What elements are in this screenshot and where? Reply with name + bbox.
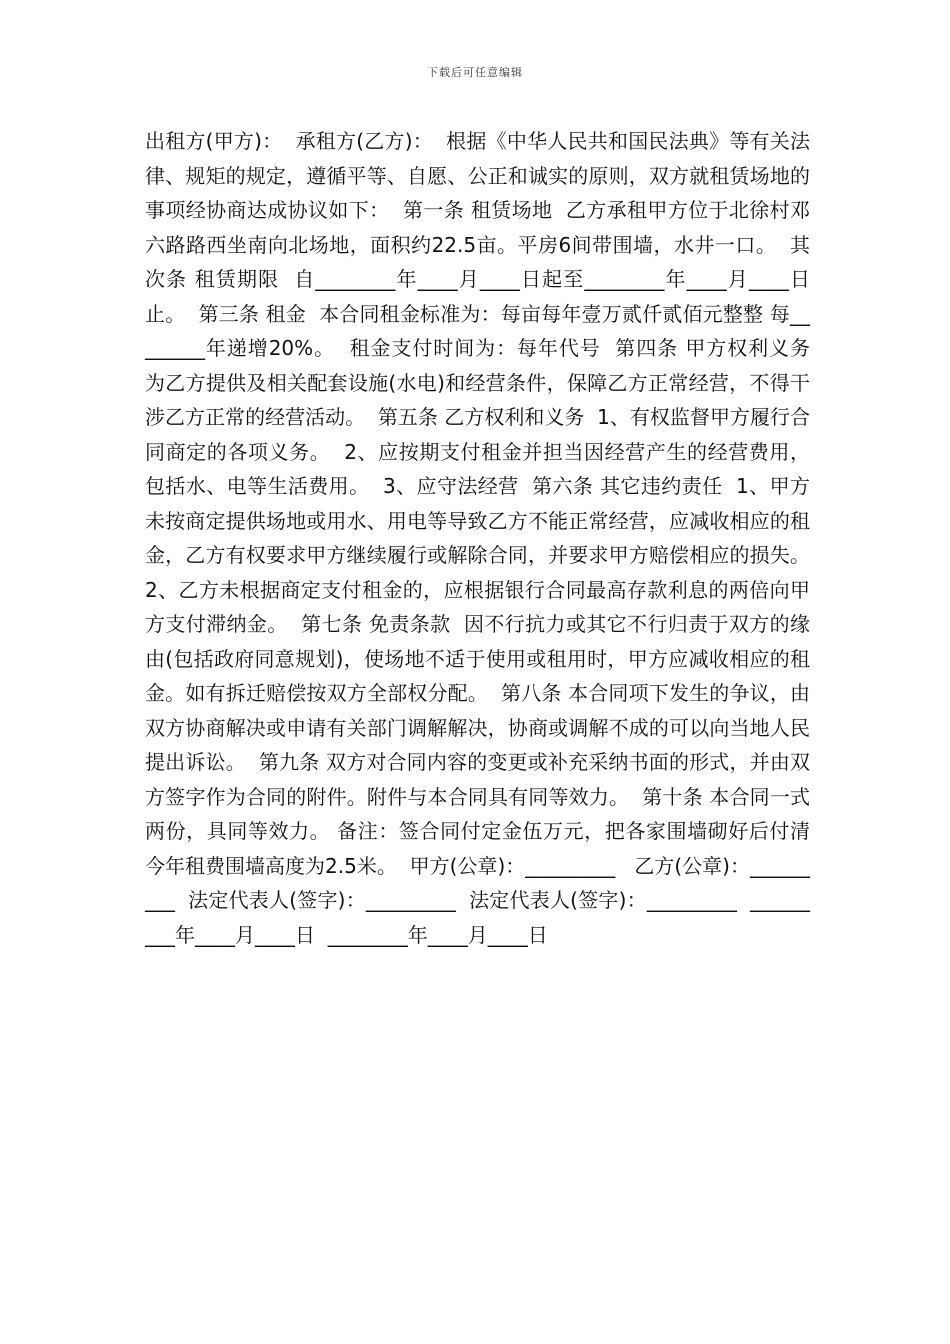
contract-body-text: 出租方(甲方)： 承租方(乙方)： 根据《中华人民共和国民法典》等有关法律、规矩的规定，遵循平等、自愿、公正和诚实的原则，双方就租赁场地的事项经协商达成协议如下： 第一条 租赁场地 乙方承租甲方位于北徐村邓六路路西坐南向北场地，面积约22.5亩。平房6间带围墙，水井一口。 其次条 租赁期限 自________年____月____日起至________年____月____日止。 第三条 租金 本合同租金标准为：每亩每年壹万贰仟贰佰元整整 每________年递增20%。 租金支付时间为：每年代号 第四条 甲方权利义务 为乙方提供及相关配套设施(水电)和经营条件，保障乙方正常经营，不得干涉乙方正常的经营活动。 第五条 乙方权利和义务 1、有权监督甲方履行合同商定的各项义务。 2、应按期支付租金并担当因经营产生的经营费用，包括水、电等生活费用。 3、应守法经营 第六条 其它违约责任 1、甲方未按商定提供场地或用水、用电等导致乙方不能正常经营，应减收相应的租金，乙方有权要求甲方继续履行或解除合同，并要求甲方赔偿相应的损失。 2、乙方未根据商定支付租金的，应根据银行合同最高存款利息的两倍向甲方支付滞纳金。 第七条 免责条款 因不行抗力或其它不行归责于双方的缘由(包括政府同意规划)，使场地不适于使用或租用时，甲方应减收相应的租金。如有拆迁赔偿按双方全部权分配。 第八条 本合同项下发生的争议，由双方协商解决或申请有关部门调解解决，协商或调解不成的可以向当地人民提出诉讼。 第九条 双方对合同内容的变更或补充采纳书面的形式，并由双方签字作为合同的附件。附件与本合同具有同等效力。 第十条 本合同一式两份，具同等效力。 备注：签合同付定金伍万元，把各家围墙砌好后付清今年租费围墙高度为2.5米。 甲方(公章)：_________ 乙方(公章)：_________ 法定代表人(签字)：_________ 法定代表人(签字)：_________ _________年____月____日 ________年____月____日 xyxy=(145,129,823,947)
page-header: 下载后可任意编辑 xyxy=(427,66,523,79)
